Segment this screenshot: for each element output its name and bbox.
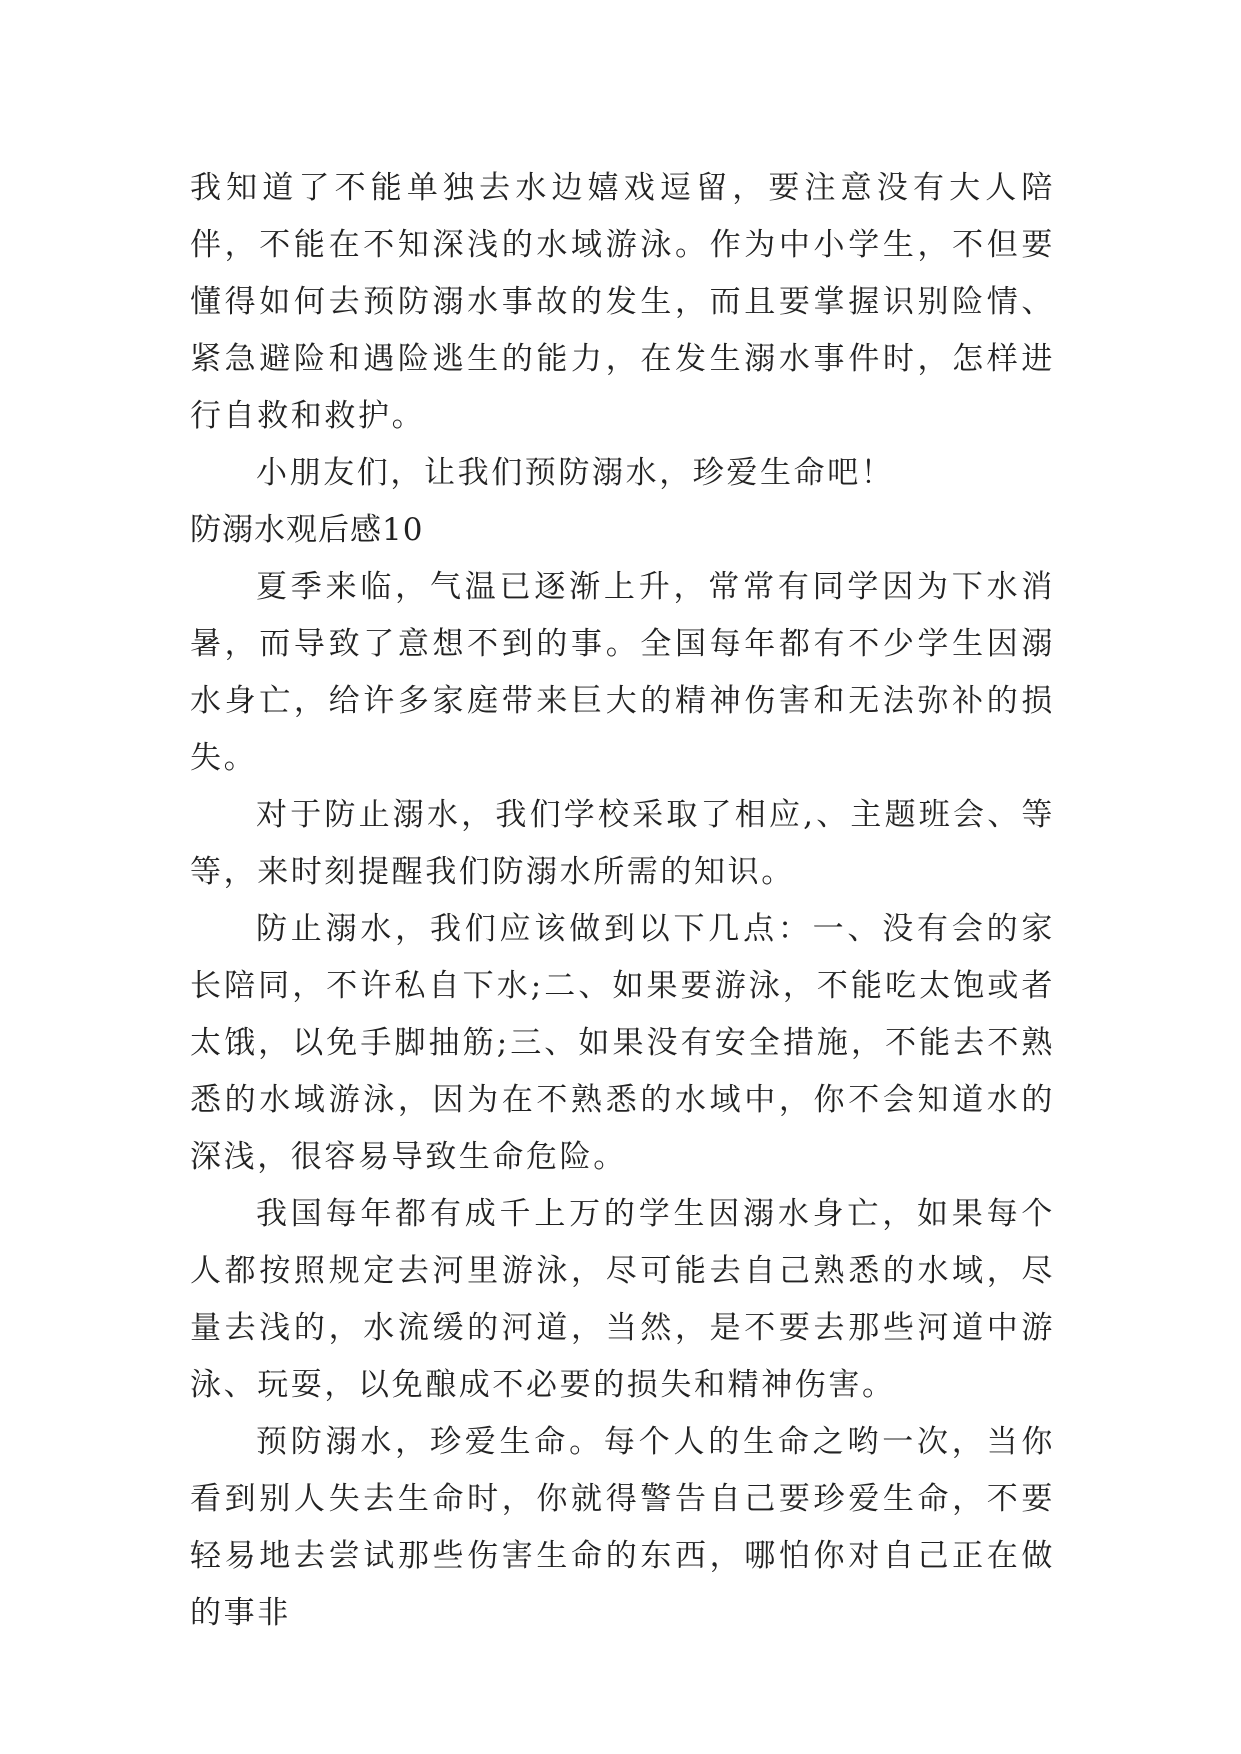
paragraph-safety-rules: 防止溺水，我们应该做到以下几点：一、没有会的家长陪同，不许私自下水;二、如果要游泳，不能吃太饱或者太饿，以免手脚抽筋;三、如果没有安全措施，不能去不熟悉的水域游泳，因为在不熟悉的水域中，你不会知道水的深浅，很容易导致生命危险。 bbox=[190, 911, 1055, 1175]
paragraph-summer-intro: 夏季来临，气温已逐渐上升，常常有同学因为下水消暑，而导致了意想不到的事。全国每年都有不少学生因溺水身亡，给许多家庭带来巨大的精神伤害和无法弥补的损失。 bbox=[190, 569, 1055, 776]
paragraph-safety-awareness: 我知道了不能单独去水边嬉戏逗留，要注意没有大人陪伴，不能在不知深浅的水域游泳。作为中小学生，不但要懂得如何去预防溺水事故的发生，而且要掌握识别险情、紧急避险和遇险逃生的能力，在发生溺水事件时，怎样进行自救和救护。 bbox=[190, 170, 1055, 434]
paragraph-school-measures: 对于防止溺水，我们学校采取了相应,、主题班会、等等，来时刻提醒我们防溺水所需的知识。 bbox=[190, 797, 1055, 890]
document-body bbox=[190, 160, 1055, 1642]
paragraph-statistics: 我国每年都有成千上万的学生因溺水身亡，如果每个人都按照规定去河里游泳，尽可能去自己熟悉的水域，尽量去浅的，水流缓的河道，当然，是不要去那些河道中游泳、玩耍，以免酿成不必要的损失和精神伤害。 bbox=[190, 1196, 1055, 1403]
paragraph-call-to-action: 小朋友们，让我们预防溺水，珍爱生命吧！ bbox=[256, 455, 895, 491]
section-heading: 防溺水观后感10 bbox=[190, 512, 424, 548]
paragraph-cherish-life: 预防溺水，珍爱生命。每个人的生命之哟一次，当你看到别人失去生命时，你就得警告自己要珍爱生命，不要轻易地去尝试那些伤害生命的东西，哪怕你对自己正在做的事非 bbox=[190, 1424, 1055, 1631]
